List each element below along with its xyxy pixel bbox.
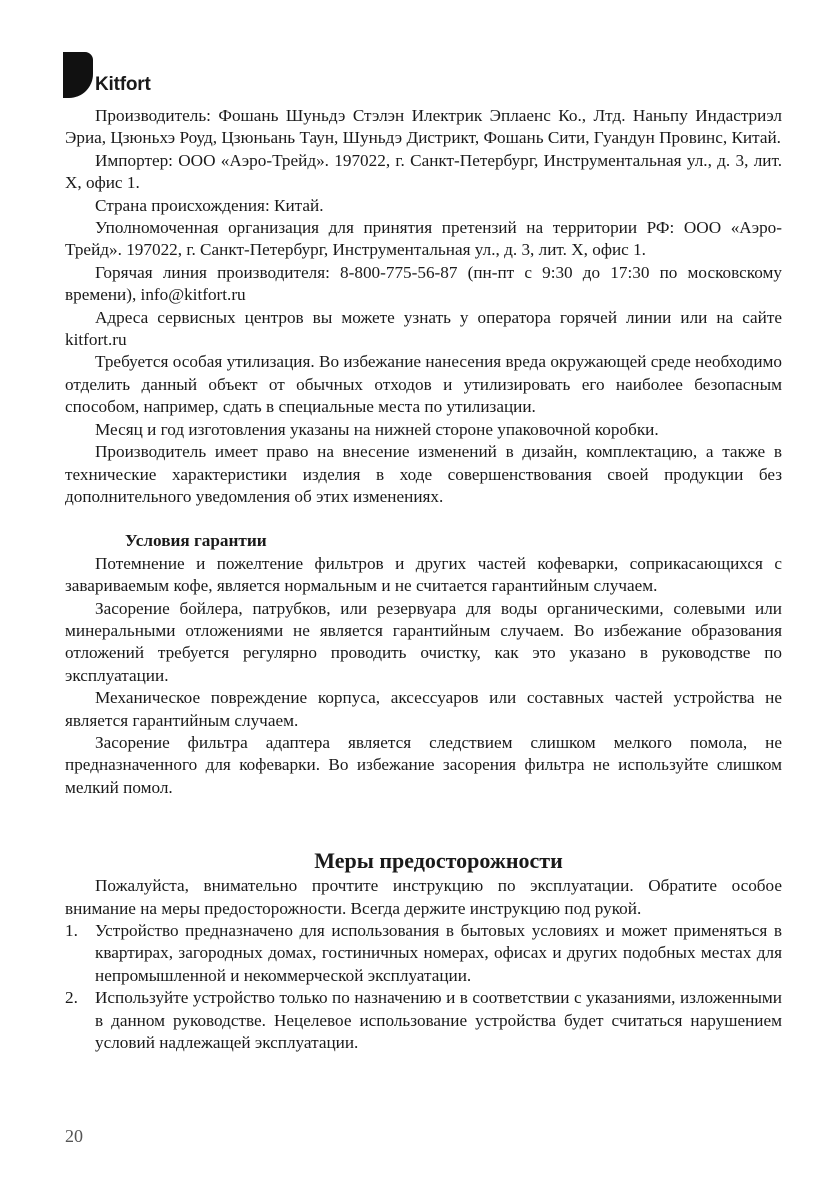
list-item-text: Устройство предназначено для использования в бытовых условиях и может применяться в квартирах, загородных домах, гостиничных номерах, офисах и других подобных местах для непромышленной и некоммерческой эксплуатации. [95,921,782,985]
warranty-paragraph: Механическое повреждение корпуса, аксессуаров или составных частей устройства не является гарантийным случаем. [65,688,782,730]
kitfort-logo-icon [63,52,93,98]
page-number: 20 [65,1126,83,1146]
intro-paragraph: Производитель имеет право на внесение изменений в дизайн, комплектацию, а также в технические характеристики изделия в ходе совершенствования своей продукции без дополнительного уведомления об этих изменениях. [65,442,782,506]
intro-paragraph: Страна происхождения: Китай. [95,195,324,215]
warranty-paragraph: Засорение фильтра адаптера является следствием слишком мелкого помола, не предназначенного для кофеварки. Во избежание засорения фильтра не используйте слишком мелкий помол. [65,732,782,797]
document-body [65,105,782,1054]
intro-paragraph: Месяц и год изготовления указаны на нижней стороне упаковочной коробки. [95,419,659,439]
warranty-title: Условия гарантии [125,531,267,551]
intro-paragraph: Адреса сервисных центров вы можете узнать у оператора горячей линии или на сайте kitfort.ru [65,307,782,350]
list-item-number: 1. [65,921,78,940]
brand-logo [63,50,151,98]
intro-paragraph: Горячая линия производителя: 8-800-775-56-87 (пн-пт с 9:30 до 17:30 по московскому времени), info@kitfort.ru [65,262,782,305]
precautions-list [65,920,782,1054]
precautions-title: Меры предосторожности [314,848,563,874]
intro-paragraph: Уполномоченная организация для принятия претензий на территории РФ: ООО «Аэро-Трейд». 197022, г. Санкт-Петербург, Инструментальная ул., д. 3, лит. Х, офис 1. [65,218,782,260]
intro-paragraph: Требуется особая утилизация. Во избежание нанесения вреда окружающей среде необходимо отделить данный объект от обычных отходов и утилизировать его наиболее безопасным способом, например, сдать в специальные места по утилизации. [65,352,782,417]
warranty-paragraph: Потемнение и пожелтение фильтров и других частей кофеварки, соприкасающихся с завариваемым кофе, является нормальным и не считается гарантийным случаем. [65,553,782,596]
brand-name: Kitfort [95,74,151,95]
warranty-paragraph: Засорение бойлера, патрубков, или резервуара для воды органическими, солевыми или минеральными отложениями не является гарантийным случаем. Во избежание образования отложений требуется регулярно проводить очистку, как это указано в руководстве по эксплуатации. [65,598,782,685]
intro-paragraph: Импортер: ООО «Аэро-Трейд». 197022, г. Санкт-Петербург, Инструментальная ул., д. 3, лит. Х, офис 1. [65,150,782,193]
precautions-intro: Пожалуйста, внимательно прочтите инструкцию по эксплуатации. Обратите особое внимание на меры предосторожности. Всегда держите инструкцию под рукой. [65,876,782,918]
intro-paragraph: Производитель: Фошань Шуньдэ Стэлэн Илектрик Эплаенс Ко., Лтд. Наньпу Индастриэл Эриа, Цзюньхэ Роуд, Цзюньань Таун, Шуньдэ Дистрикт, Фошань Сити, Гуандун Провинс, Китай. [65,106,782,148]
list-item [65,920,782,987]
list-item-text: Используйте устройство только по назначению и в соответствии с указаниями, изложенными в данном руководстве. Нецелевое использование устройства будет считаться нарушением условий надлежащей эксплуатации. [95,988,782,1053]
list-item-number: 2. [65,988,78,1008]
list-item [65,987,782,1054]
